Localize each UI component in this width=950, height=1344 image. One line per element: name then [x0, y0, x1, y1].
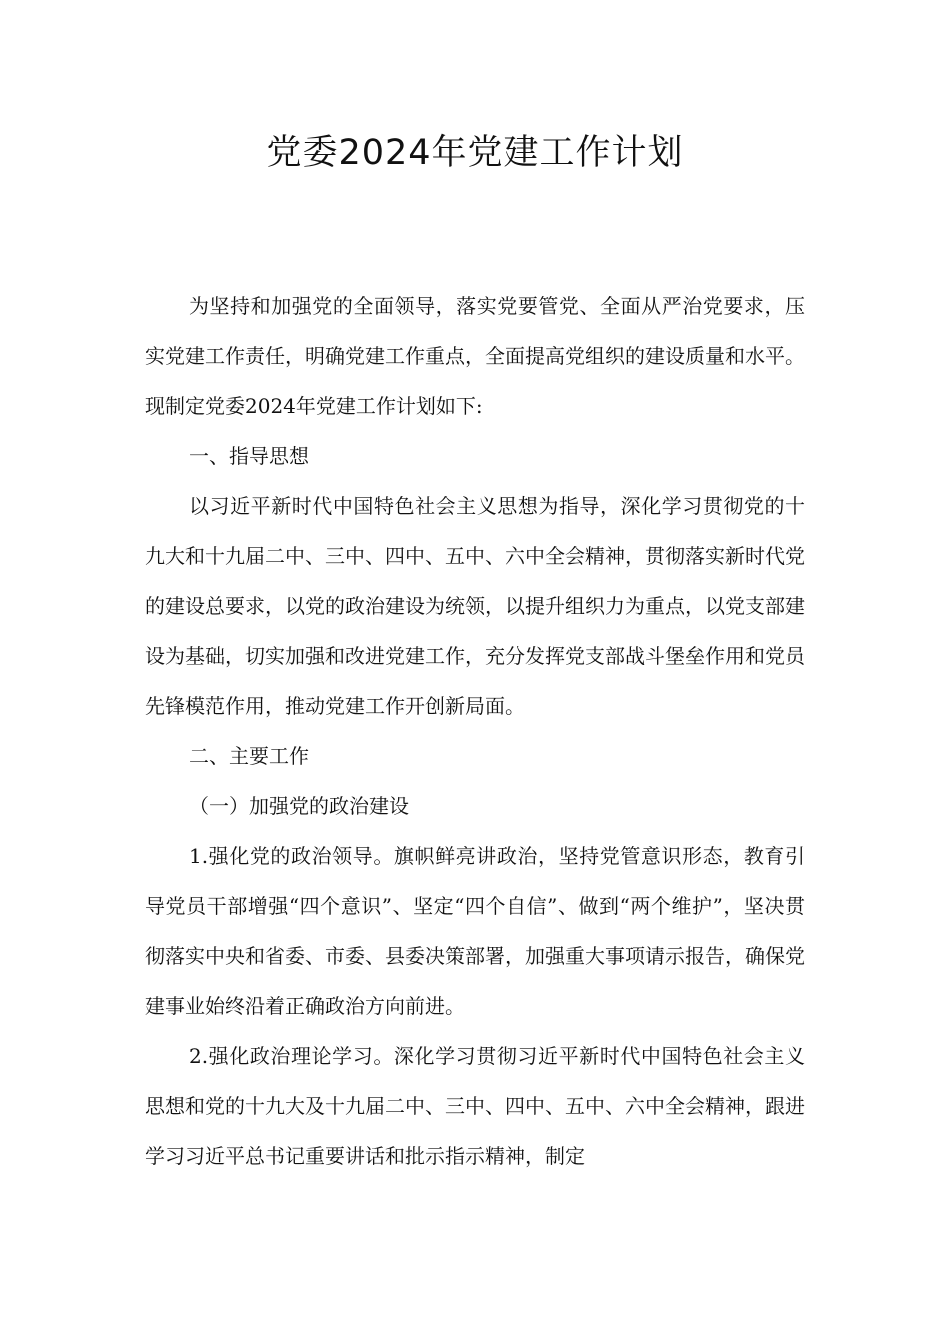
paragraph-intro: 为坚持和加强党的全面领导，落实党要管党、全面从严治党要求，压实党建工作责任，明确党建工作重点，全面提高党组织的建设质量和水平。现制定党委2024年党建工作计划如下: — [145, 294, 805, 418]
subsection-heading-political-building: （一）加强党的政治建设 — [189, 794, 409, 818]
paragraph-item-1: 1.强化党的政治领导。旗帜鲜亮讲政治，坚持党管意识形态，教育引导党员干部增强“四个意识”、坚定“四个自信”、做到“两个维护”，坚决贯彻落实中央和省委、市委、县委决策部署，加强重大事项请示报告，确保党建事业始终沿着正确政治方向前进。 — [145, 844, 805, 1018]
document-body — [145, 281, 805, 1181]
page-title: 党委2024年党建工作计划 — [266, 133, 684, 173]
section-heading-main-work: 二、主要工作 — [189, 744, 309, 768]
paragraph-guiding-ideology: 以习近平新时代中国特色社会主义思想为指导，深化学习贯彻党的十九大和十九届二中、三中、四中、五中、六中全会精神，贯彻落实新时代党的建设总要求，以党的政治建设为统领，以提升组织力为重点，以党支部建设为基础，切实加强和改进党建工作，充分发挥党支部战斗堡垒作用和党员先锋模范作用，推动党建工作开创新局面。 — [145, 494, 805, 718]
section-heading-guiding-ideology: 一、指导思想 — [189, 444, 309, 468]
paragraph-item-2: 2.强化政治理论学习。深化学习贯彻习近平新时代中国特色社会主义思想和党的十九大及十九届二中、三中、四中、五中、六中全会精神，跟进学习习近平总书记重要讲话和批示指示精神，制定 — [145, 1044, 805, 1168]
